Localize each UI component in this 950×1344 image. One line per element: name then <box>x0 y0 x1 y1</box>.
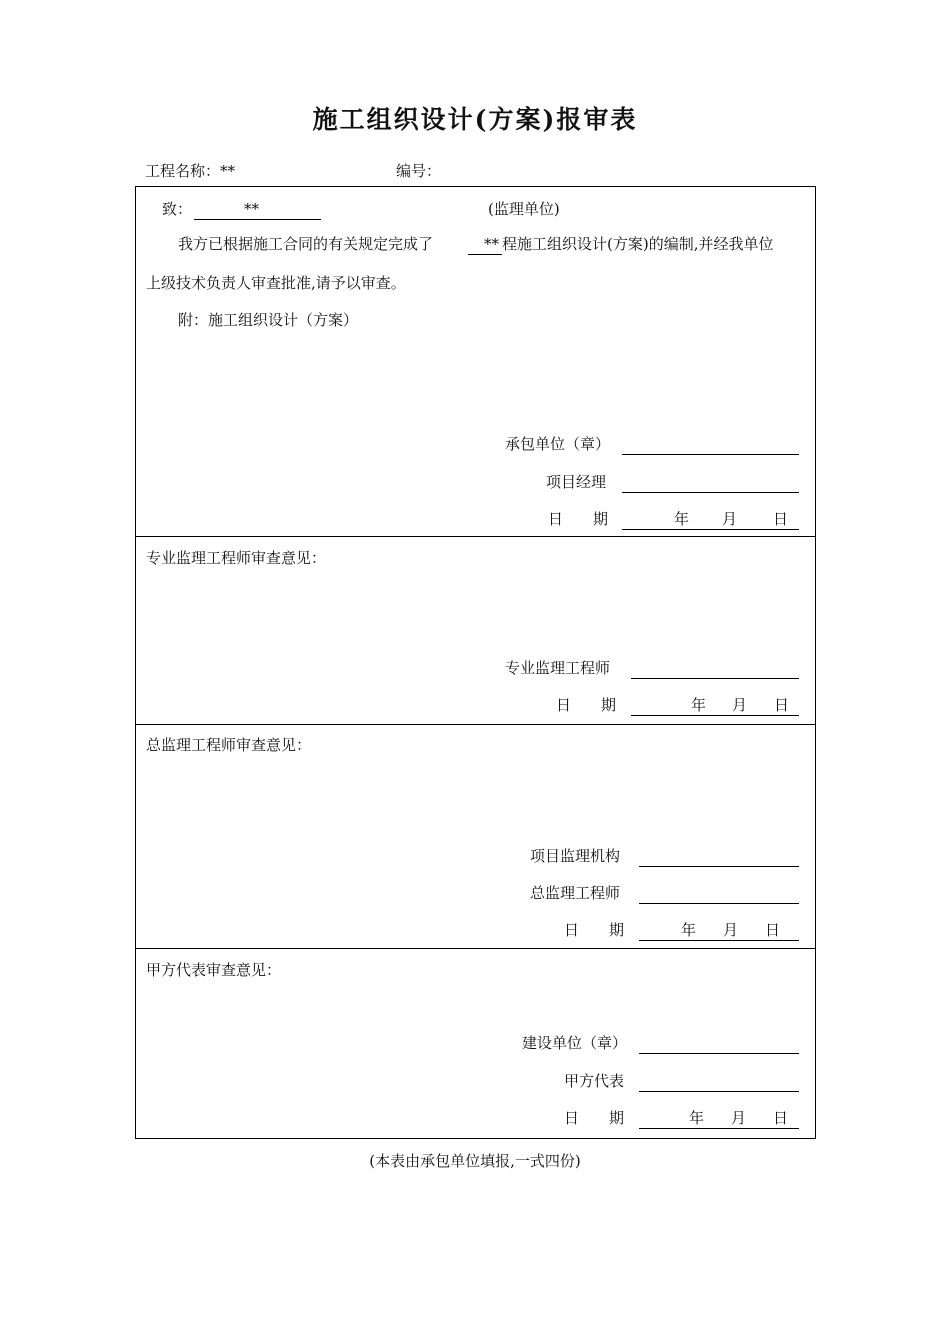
review-form <box>135 186 816 1139</box>
chief-review-heading: 总监理工程师审查意见： <box>146 736 312 754</box>
supervisor-unit-note: (监理单位) <box>488 200 560 218</box>
body-prefix: 我方已根据施工合同的有关规定完成了 <box>178 235 434 253</box>
date-field[interactable] <box>622 509 799 530</box>
month-label: 月 <box>732 696 748 714</box>
day-label: 日 <box>773 1109 789 1127</box>
body-line-2: 上级技术负责人审查批准,请予以审查。 <box>146 274 406 292</box>
divider <box>136 948 815 949</box>
day-label: 日 <box>765 921 781 939</box>
to-value: ** <box>244 200 259 218</box>
date-label: 日 期 <box>564 921 625 939</box>
supervision-org-label: 项目监理机构 <box>530 847 621 865</box>
owner-rep-field[interactable] <box>639 1071 799 1092</box>
owner-unit-field[interactable] <box>639 1033 799 1054</box>
specialist-review-heading: 专业监理工程师审查意见： <box>146 549 327 567</box>
divider <box>136 536 815 537</box>
specialist-engineer-field[interactable] <box>631 658 799 679</box>
date-field[interactable] <box>639 1108 799 1129</box>
contractor-label: 承包单位（章） <box>505 435 611 453</box>
day-label: 日 <box>774 696 790 714</box>
page-title: 施工组织设计(方案)报审表 <box>312 105 638 134</box>
month-label: 月 <box>731 1109 747 1127</box>
footer-note: (本表由承包单位填报,一式四份) <box>369 1152 581 1170</box>
project-manager-field[interactable] <box>622 472 799 493</box>
to-label: 致： <box>162 200 193 218</box>
document-number: 编号： <box>396 162 442 180</box>
chief-engineer-field[interactable] <box>639 883 799 904</box>
divider <box>136 724 815 725</box>
date-field[interactable] <box>631 695 799 716</box>
date-label: 日 期 <box>556 696 617 714</box>
month-label: 月 <box>723 921 739 939</box>
contractor-field[interactable] <box>622 434 799 455</box>
attachment-note: 附：施工组织设计（方案） <box>178 311 359 329</box>
owner-unit-label: 建设单位（章） <box>522 1034 628 1052</box>
specialist-engineer-label: 专业监理工程师 <box>505 659 611 677</box>
body-suffix: 程施工组织设计(方案)的编制,并经我单位 <box>502 235 774 253</box>
owner-review-heading: 甲方代表审查意见： <box>146 961 282 979</box>
project-manager-label: 项目经理 <box>546 473 607 491</box>
to-field[interactable] <box>194 199 321 220</box>
year-label: 年 <box>689 1109 705 1127</box>
day-label: 日 <box>773 510 789 528</box>
owner-rep-label: 甲方代表 <box>564 1072 625 1090</box>
project-fill-field[interactable] <box>468 234 502 255</box>
year-label: 年 <box>691 696 707 714</box>
date-label: 日 期 <box>548 510 609 528</box>
date-field[interactable] <box>639 920 799 941</box>
year-label: 年 <box>674 510 690 528</box>
month-label: 月 <box>722 510 738 528</box>
year-label: 年 <box>681 921 697 939</box>
project-fill-value: ** <box>484 235 499 253</box>
chief-engineer-label: 总监理工程师 <box>530 884 621 902</box>
project-name: 工程名称：** <box>145 162 236 180</box>
date-label: 日 期 <box>564 1109 625 1127</box>
supervision-org-field[interactable] <box>639 846 799 867</box>
